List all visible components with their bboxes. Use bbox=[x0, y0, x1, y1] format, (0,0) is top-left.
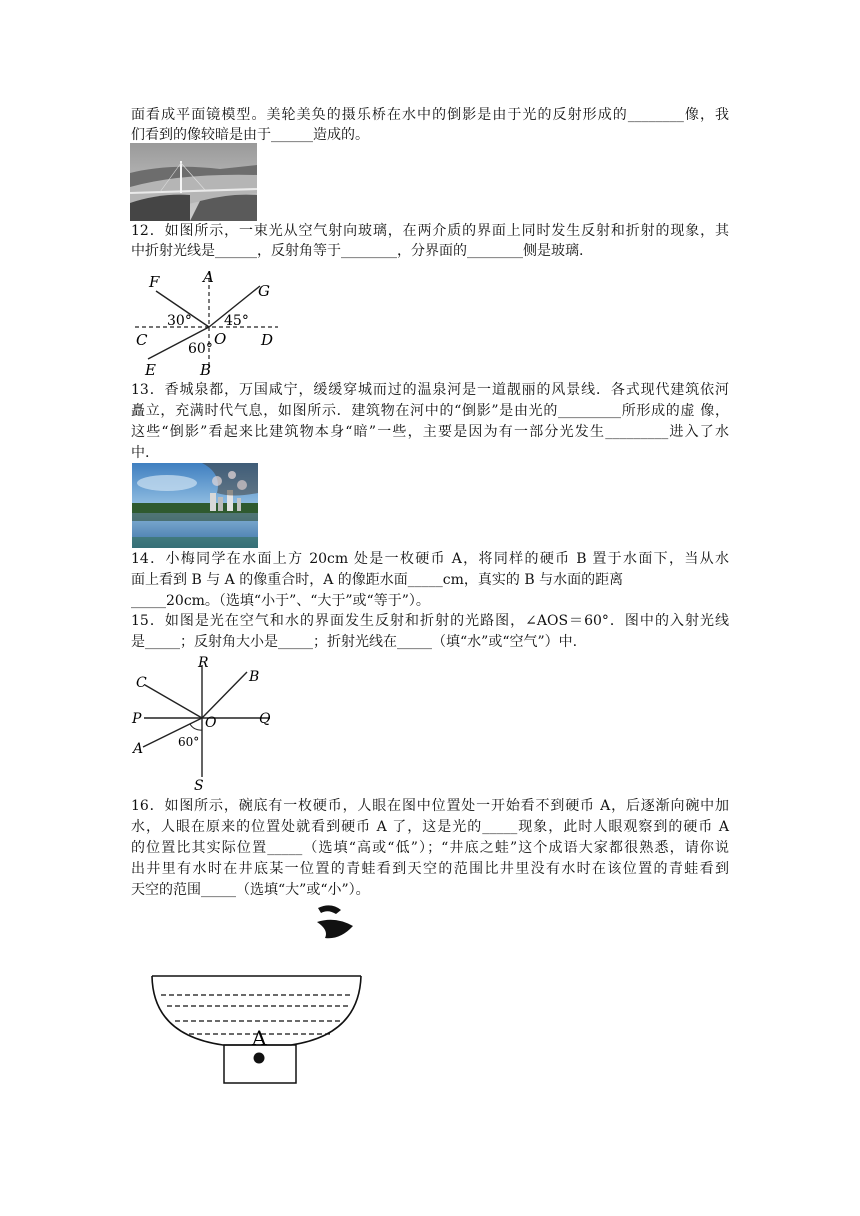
q12-text-line-1: 12．如图所示，一束光从空气射向玻璃，在两介质的界面上同时发生反射和折射的现象，其 bbox=[131, 223, 729, 239]
label-O: O bbox=[214, 330, 227, 348]
q14-text-line-2: 面上看到 B 与 A 的像重合时，A 的像距水面_____cm，真实的 B 与水面的距离 bbox=[131, 572, 624, 588]
angle-60: 60° bbox=[178, 735, 200, 749]
q14-text-line-3: _____20cm。（选填“小于”、“大于”或“等于”）。 bbox=[131, 593, 430, 609]
coin-icon bbox=[254, 1053, 265, 1064]
q11-text-line-2: 们看到的像较暗是由于______造成的。 bbox=[131, 127, 369, 143]
eye-icon bbox=[317, 905, 353, 938]
river-reflection-photo bbox=[132, 463, 258, 548]
q12-refraction-diagram bbox=[130, 266, 280, 379]
label-O: O bbox=[205, 715, 217, 731]
label-D: D bbox=[261, 331, 274, 349]
label-B: B bbox=[200, 361, 212, 379]
label-Q: Q bbox=[259, 711, 271, 727]
label-A: A bbox=[203, 268, 214, 286]
label-coin-A: A bbox=[252, 1026, 267, 1050]
q16-text-line-3: 的位置比其实际位置_____（选填“高或“低”）；“井底之蛙”这个成语大家都很熟悉，请你说 bbox=[131, 840, 729, 856]
q13-text-line-3: 这些“倒影”看起来比建筑物本身“暗”一些，主要是因为有一部分光发生_________进入了水 bbox=[131, 424, 729, 440]
q13-text-line-2: 矗立，充满时代气息，如图所示．建筑物在河中的“倒影”是由光的_________所形成的虚 像， bbox=[131, 403, 729, 419]
label-P: P bbox=[132, 711, 142, 727]
label-C: C bbox=[136, 675, 147, 691]
q12-text-line-2: 中折射光线是______，反射角等于________，分界面的________侧是玻璃. bbox=[131, 243, 584, 259]
label-R: R bbox=[198, 655, 209, 671]
label-A: A bbox=[133, 741, 144, 757]
label-G: G bbox=[258, 282, 270, 300]
label-C: C bbox=[136, 331, 148, 349]
q15-light-path-diagram bbox=[130, 653, 280, 793]
q15-text-line-1: 15．如图是光在空气和水的界面发生反射和折射的光路图，∠AOS＝60°．图中的入射光线 bbox=[131, 613, 729, 629]
angle-30: 30° bbox=[167, 313, 192, 329]
label-F: F bbox=[149, 273, 160, 291]
label-E: E bbox=[145, 361, 156, 379]
q11-text-line-1: 面看成平面镜模型。美轮美奂的摄乐桥在水中的倒影是由于光的反射形成的________像，我 bbox=[131, 107, 729, 123]
q16-bowl-diagram bbox=[145, 900, 375, 1090]
bridge-reflection-photo bbox=[130, 143, 257, 221]
q15-text-line-2: 是_____；反射角大小是_____；折射光线在_____（填“水”或“空气”）中. bbox=[131, 634, 578, 650]
angle-45: 45° bbox=[224, 313, 249, 329]
label-S: S bbox=[194, 778, 204, 793]
q16-text-line-2: 水，人眼在原来的位置处就看到硬币 A 了，这是光的_____现象，此时人眼观察到的硬币 A bbox=[131, 819, 729, 835]
label-B: B bbox=[249, 669, 260, 685]
q16-text-line-4: 出井里有水时在井底某一位置的青蛙看到天空的范围比井里没有水时在该位置的青蛙看到 bbox=[131, 861, 729, 877]
q14-text-line-1: 14．小梅同学在水面上方 20cm 处是一枚硬币 A，将同样的硬币 B 置于水面下，当从水 bbox=[131, 551, 729, 567]
q13-text-line-1: 13．香城泉都，万国咸宁，缓缓穿城而过的温泉河是一道靓丽的风景线．各式现代建筑依河 bbox=[131, 382, 729, 398]
q16-text-line-1: 16．如图所示，碗底有一枚硬币，人眼在图中位置处一开始看不到硬币 A，后逐渐向碗中加 bbox=[131, 798, 729, 814]
angle-60: 60° bbox=[188, 341, 213, 357]
q16-text-line-5: 天空的范围_____（选填“大”或“小”）。 bbox=[131, 882, 370, 898]
q13-text-line-4: 中. bbox=[131, 445, 150, 461]
